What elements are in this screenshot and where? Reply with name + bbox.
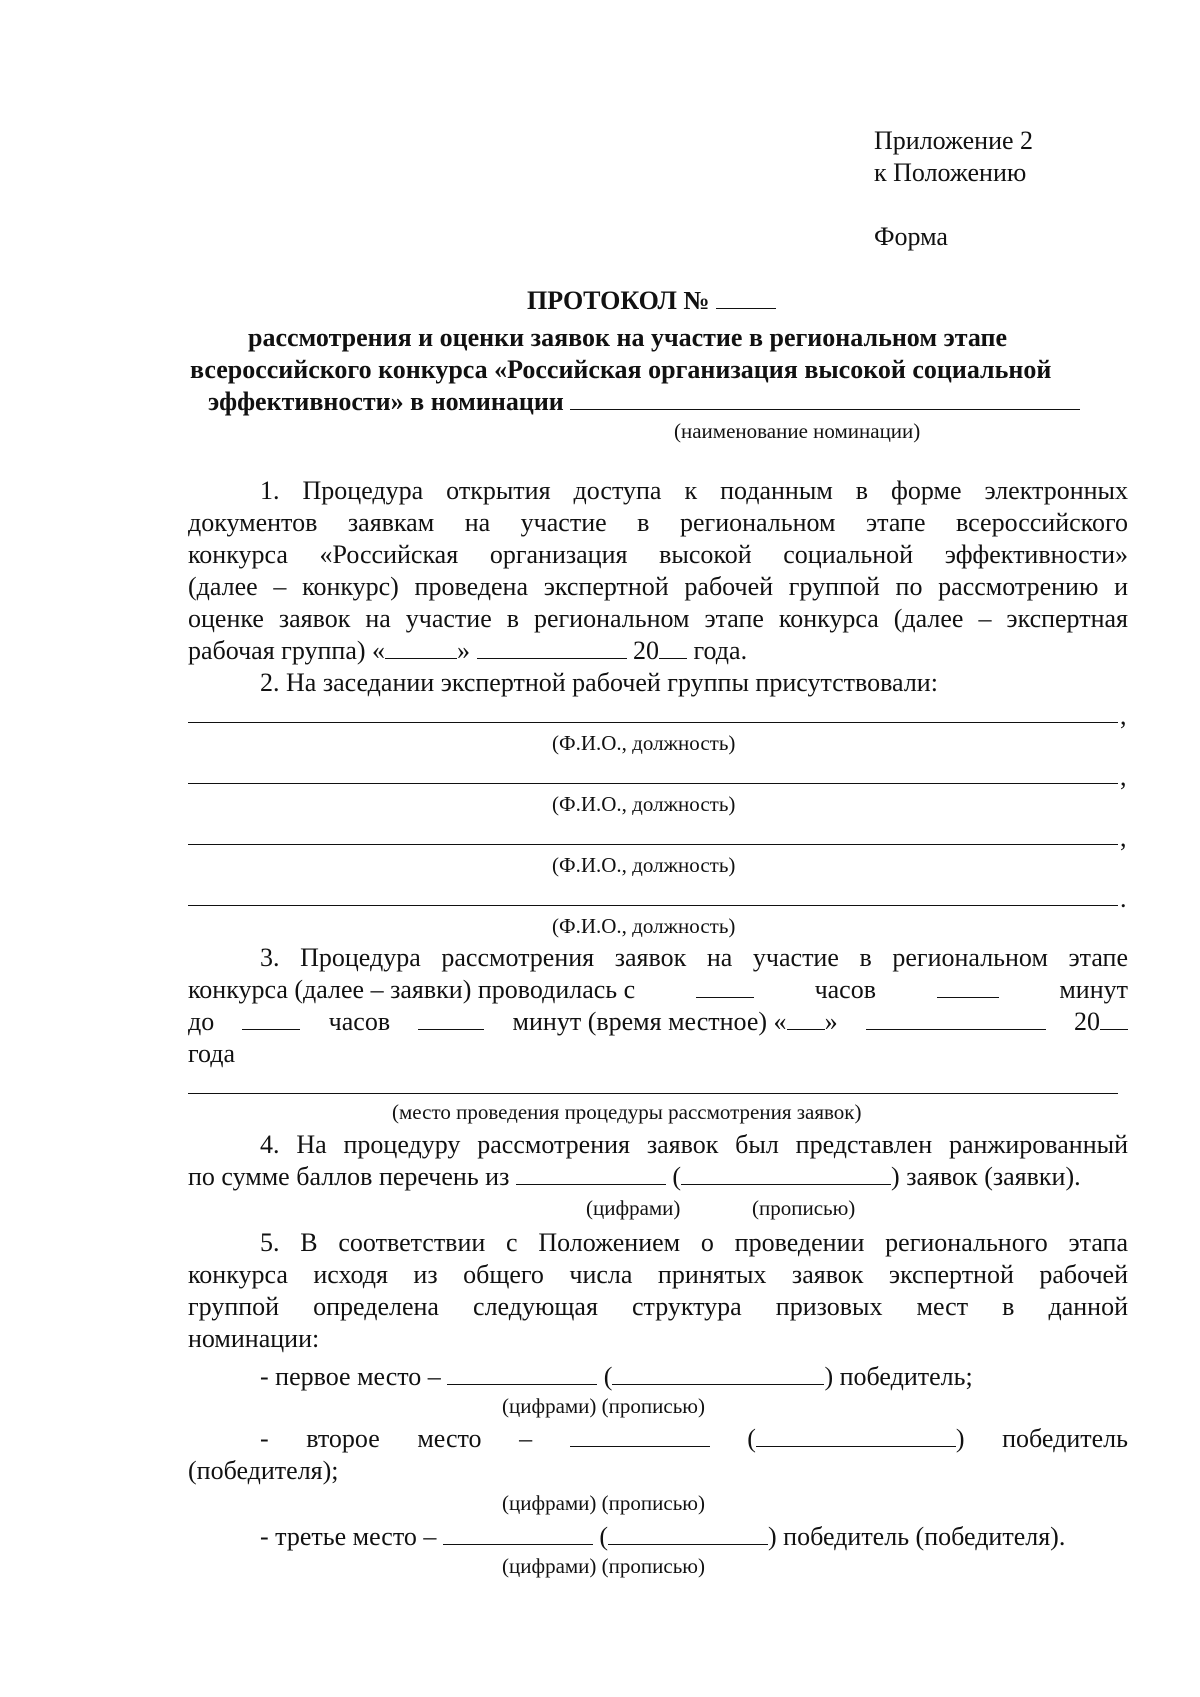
- s3-century: 20: [1074, 1007, 1100, 1036]
- attendee-comma-1: ,: [1120, 701, 1127, 730]
- third-place-digits-blank: [443, 1522, 593, 1545]
- first-place-row: [260, 1361, 973, 1393]
- s1-date-open-quote: рабочая группа) «: [188, 636, 386, 665]
- second-place-digits-blank: [570, 1424, 710, 1447]
- s3-year: [1074, 1006, 1128, 1038]
- third-place-open-paren: (: [599, 1522, 609, 1551]
- attendee-line-3: [188, 844, 1118, 845]
- s5-line-1: 5. В соответствии с Положением о проведении регионального этапа: [260, 1228, 1128, 1257]
- s3-line-2: [188, 974, 1128, 1006]
- attendee-comma-2: ,: [1120, 762, 1127, 791]
- second-place-words-blank: [756, 1424, 956, 1447]
- s4-applications-text: ) заявок (заявки).: [891, 1162, 1081, 1191]
- s4-list-text: по сумме баллов перечень из: [188, 1162, 510, 1191]
- s3-line-1: 3. Процедура рассмотрения заявок на участие в региональном этапе: [260, 943, 1128, 972]
- second-place-words: [747, 1423, 964, 1455]
- attendee-caption-1: (Ф.И.О., должность): [552, 731, 736, 755]
- title-line-2: рассмотрения и оценки заявок на участие в региональном этапе: [248, 323, 1008, 352]
- s1-year-blank: [659, 636, 687, 659]
- s3-local-time: [513, 1006, 838, 1038]
- attendee-caption-4: (Ф.И.О., должность): [552, 914, 736, 938]
- third-place-label: - третье место –: [260, 1522, 437, 1551]
- third-place-words-blank: [608, 1522, 768, 1545]
- s1-month-blank: [477, 636, 627, 659]
- attendee-line-4: [188, 905, 1118, 906]
- attendee-caption-2: (Ф.И.О., должность): [552, 792, 736, 816]
- nomination-label: эффективности» в номинации: [208, 387, 564, 416]
- second-place-caption: (цифрами) (прописью): [502, 1491, 705, 1515]
- third-place-caption: (цифрами) (прописью): [502, 1554, 705, 1578]
- s1-year-word: года.: [693, 636, 748, 665]
- second-place-row: [260, 1423, 1128, 1455]
- s1-line-3: конкурса «Российская организация высокой социальной эффективности»: [188, 540, 1128, 569]
- attendee-comma-3: ,: [1120, 823, 1127, 852]
- first-place-label: - первое место –: [260, 1362, 441, 1391]
- second-place-winner-text: победитель: [1002, 1424, 1128, 1453]
- s4-open-paren: (: [672, 1162, 682, 1191]
- s3-from-text: конкурса (далее – заявки) проводилась с: [188, 975, 636, 1004]
- s4-words-blank: [681, 1162, 891, 1185]
- s4-words-caption: (прописью): [752, 1196, 856, 1220]
- s1-line-6: [188, 635, 747, 667]
- s3-local-time-text: минут (время местное) «: [512, 1007, 787, 1036]
- s3-to-minutes-blank: [418, 1007, 484, 1030]
- s3-to-hours-word: часов: [328, 1007, 391, 1036]
- s3-line-3: [188, 1006, 1128, 1038]
- protocol-title-text: ПРОТОКОЛ №: [527, 286, 710, 315]
- s3-hours-word: часов: [814, 975, 876, 1004]
- attendee-line-2: [188, 783, 1118, 784]
- form-label: Форма: [874, 222, 948, 251]
- second-place-word-2: место: [417, 1424, 482, 1453]
- first-place-digits-blank: [447, 1362, 597, 1385]
- s1-line-4: (далее – конкурс) проведена экспертной рабочей группой по рассмотрению и: [188, 572, 1128, 601]
- second-place-emdash: –: [519, 1424, 533, 1453]
- s3-to-word: до: [188, 1007, 215, 1036]
- s3-close-quote: »: [824, 1007, 838, 1036]
- s3-from-minutes-blank: [937, 975, 999, 998]
- third-place-row: [260, 1521, 1065, 1553]
- first-place-open-paren: (: [603, 1362, 613, 1391]
- s3-month-blank: [866, 1007, 1046, 1030]
- s3-to-hours-blank: [242, 1007, 300, 1030]
- s1-line-5: оценке заявок на участие в региональном этапе конкурса (далее – экспертная: [188, 604, 1128, 633]
- appendix-label: Приложение 2: [874, 126, 1034, 155]
- first-place-words-blank: [612, 1362, 824, 1385]
- s3-day-blank: [787, 1007, 825, 1030]
- s3-year-blank: [1100, 1007, 1128, 1030]
- s1-line-2: документов заявкам на участие в региональном этапе всероссийского: [188, 508, 1128, 537]
- second-place-open-paren: (: [747, 1424, 756, 1453]
- attendee-period-4: .: [1120, 884, 1127, 913]
- first-place-caption: (цифрами) (прописью): [502, 1394, 705, 1418]
- attendee-caption-3: (Ф.И.О., должность): [552, 853, 736, 877]
- protocol-title: [527, 285, 776, 317]
- s3-place-caption: (место проведения процедуры рассмотрения заявок): [392, 1100, 862, 1124]
- title-line-3: всероссийского конкурса «Российская организация высокой социальной: [190, 355, 1052, 384]
- nomination-caption: (наименование номинации): [674, 419, 921, 443]
- s5-line-3: группой определена следующая структура призовых мест в данной: [188, 1292, 1128, 1321]
- s1-day-blank: [385, 636, 457, 659]
- s5-line-2: конкурса исходя из общего числа принятых заявок экспертной рабочей: [188, 1260, 1128, 1289]
- s3-minutes-word: минут: [1059, 975, 1128, 1004]
- s2-text: 2. На заседании экспертной рабочей группы присутствовали:: [260, 668, 938, 697]
- s4-line-1: 4. На процедуру рассмотрения заявок был представлен ранжированный: [260, 1130, 1128, 1159]
- s4-digits-caption: (цифрами): [586, 1196, 681, 1220]
- s1-century: 20: [633, 636, 660, 665]
- third-place-winner-text: ) победитель (победителя).: [768, 1522, 1066, 1551]
- title-line-4: [208, 386, 1080, 418]
- s1-line-1: 1. Процедура открытия доступа к поданным в форме электронных: [260, 476, 1128, 505]
- s4-line-2: [188, 1161, 1081, 1193]
- s3-place-line: [188, 1093, 1118, 1094]
- attendee-line-1: [188, 722, 1118, 723]
- nomination-blank: [570, 387, 1080, 410]
- second-place-winners-text: (победителя);: [188, 1456, 339, 1485]
- protocol-number-blank: [716, 286, 776, 309]
- second-place-dash: -: [260, 1424, 269, 1453]
- s3-year-word: года: [188, 1039, 236, 1068]
- s5-line-4: номинации:: [188, 1324, 320, 1353]
- second-place-word-1: второе: [306, 1424, 380, 1453]
- s4-digits-blank: [516, 1162, 666, 1185]
- s1-date-close-quote: »: [457, 636, 471, 665]
- second-place-close-paren: ): [955, 1424, 965, 1453]
- first-place-winner-text: ) победитель;: [824, 1362, 973, 1391]
- s3-from-hours-blank: [696, 975, 754, 998]
- regulation-label: к Положению: [874, 158, 1027, 187]
